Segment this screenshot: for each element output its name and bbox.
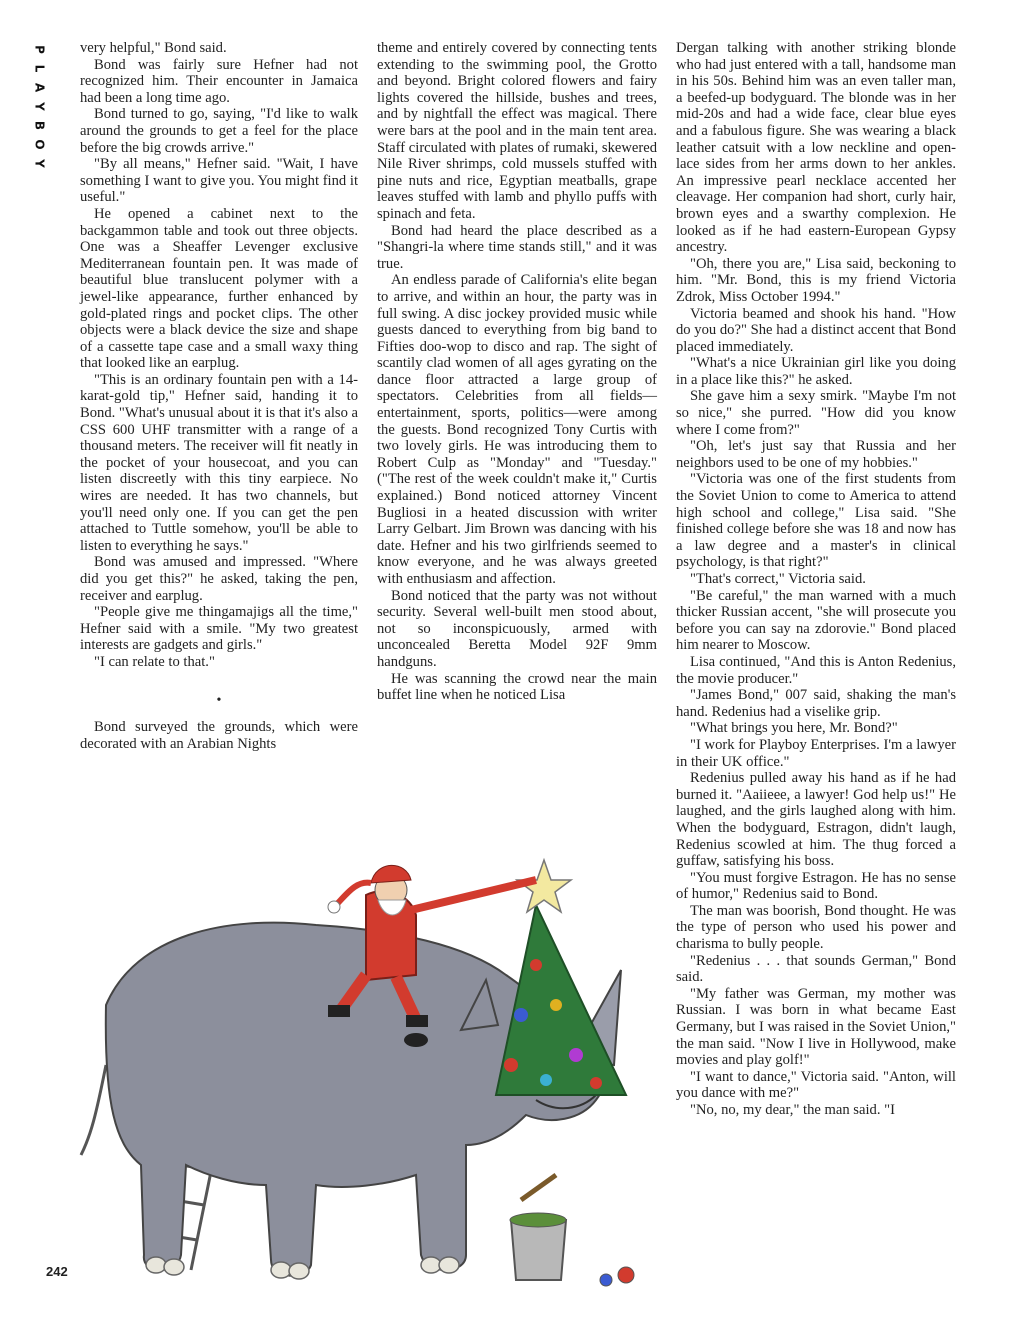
paragraph: Bond was amused and impressed. "Where did you get this?" he asked, taking the pen, receiver and earplug. [80, 554, 358, 604]
paragraph: "James Bond," 007 said, shaking the man's hand. Redenius had a viselike grip. [676, 687, 956, 720]
paragraph: "No, no, my dear," the man said. "I [690, 1102, 895, 1118]
paragraph: Bond surveyed the grounds, which were decorated with an Arabian Nights [80, 719, 358, 752]
ornament [618, 1267, 634, 1283]
paragraph: Lisa continued, "And this is Anton Redenius, the movie producer." [676, 653, 956, 687]
paragraph: "What brings you here, Mr. Bond?" [690, 720, 898, 737]
paragraph: Redenius pulled away his hand as if he had burned it. "Aaiieee, a lawyer! God help us!" He laughed, and the girls laughed along with him. When the bodyguard, Estragon, didn't laugh, Redenius scowled at him. The thug forced a guffaw, satisfying his boss. [676, 770, 956, 870]
column-1 [80, 40, 358, 752]
paragraph: "Oh, there you are," Lisa said, beckoning to him. "Mr. Bond, this is my friend Victoria Zdrok, Miss October 1994." [676, 255, 956, 305]
paragraph: "I want to dance," Victoria said. "Anton, will you dance with me?" [676, 1068, 956, 1102]
paragraph: "I can relate to that." [94, 653, 215, 670]
sidebar-letter: O [32, 139, 47, 150]
ornament [600, 1274, 612, 1286]
paint-can [510, 1175, 566, 1280]
sidebar-letter: B [32, 120, 47, 131]
paragraph: "By all means," Hefner said. "Wait, I have something I want to give you. You might find it useful." [80, 156, 358, 206]
paragraph: Victoria beamed and shook his hand. "How do you do?" She had a distinct accent that Bond placed immediately. [676, 305, 956, 355]
paragraph: She gave him a sexy smirk. "Maybe I'm not so nice," she purred. "How did you know where I come from?" [676, 388, 956, 438]
paragraph: "Redenius . . . that sounds German," Bond said. [676, 952, 956, 986]
paragraph: Bond was fairly sure Hefner had not recognized him. Their encounter in Jamaica had been a long time ago. [80, 56, 358, 106]
paragraph: "I work for Playboy Enterprises. I'm a lawyer in their UK office." [676, 736, 956, 770]
paragraph: theme and entirely covered by connecting tents extending to the swimming pool, the Grotto and beyond. Bright colored flowers and fairy lights covered the hillside, bushes and trees, and by nightfall the effect was magical. There were bars at the pool and in the main tent area. Staff circulated with plates of rumaki, skewered Nile River shrimps, cold mussels stuffed with pine nuts and rice, Egyptian meatballs, grape leaves stuffed with lamb and phyllo puffs with spinach and feta. [377, 40, 657, 222]
paragraph: "Oh, let's just say that Russia and her neighbors used to be one of my hobbies." [676, 438, 956, 471]
magazine-sidebar [28, 40, 50, 173]
paragraph: Dergan talking with another striking blonde who had just entered with a tall, handsome man in his 50s. Behind him was an even taller man, a beefed-up bodyguard. The blonde was in her mid-20s and had a wide face, clear blue eyes and a fabulous figure. She was wearing a black leather catsuit with a low neckline and open-lace sides from her arms down to her ankles. An impressive pearl necklace accented her cleavage. Her companion had short, curly hair, brown eyes and a swarthy complexion. He looked as if he had eastern-European Gypsy ancestry. [676, 40, 956, 256]
sidebar-letter: P [32, 45, 47, 54]
paragraph: Bond turned to go, saying, "I'd like to walk around the grounds to get a feel for the place before the big crowds arrive." [80, 106, 358, 156]
paragraph: Bond noticed that the party was not without security. Several well-built men stood about, not so inconspicuously, armed with unconcealed Beretta Model 92F 9mm handguns. [377, 587, 657, 670]
paragraph: "You must forgive Estragon. He has no sense of humor," Redenius said to Bond. [676, 869, 956, 903]
sidebar-letter: Y [32, 102, 47, 111]
page-number: 242 [46, 1264, 68, 1279]
paragraph: very helpful," Bond said. [80, 40, 227, 56]
sidebar-letter: A [32, 82, 47, 93]
paragraph: "This is an ordinary fountain pen with a 14-karat-gold tip," Hefner said, handing it to Bond. "What's unusual about it is that it's also a CSS 600 UHF transmitter with a range of a thousand meters. The receiver will fit neatly in the pocket of your housecoat, and you can listen discreetly with this tiny earpiece. No wires are needed. It has two channels, but you'll need only one. If you can get the pen attached to Tuttle somehow, you'll be able to listen to everything he says." [80, 371, 358, 554]
paragraph: The man was boorish, Bond thought. He was the type of person who used his power and charisma to bully people. [676, 902, 956, 953]
paragraph: He was scanning the crowd near the main buffet line when he noticed Lisa [377, 670, 657, 704]
paragraph: "Be careful," the man warned with a much thicker Russian accent, "she will prosecute you before you can say na zdorovie." Bond placed him nearer to Moscow. [676, 587, 956, 654]
paragraph: "My father was German, my mother was Russian. I was born in what became East Germany, but I was raised in the Soviet Union," the man said. "Now I live in Hollywood, make movies and play golf!" [676, 985, 956, 1069]
rhino-santa-illustration [66, 855, 666, 1295]
paragraph: "People give me thingamajigs all the time," Hefner said with a smile. "My two greatest interests are gadgets and girls." [80, 604, 358, 654]
column-3 [676, 40, 956, 1119]
paragraph: Bond had heard the place described as a "Shangri-la where time stands still," and it was true. [377, 222, 657, 272]
paragraph: "What's a nice Ukrainian girl like you doing in a place like this?" he asked. [676, 355, 956, 388]
column-2 [377, 40, 657, 704]
section-separator: • [216, 692, 222, 708]
sidebar-letter: L [32, 64, 47, 73]
paragraph: An endless parade of California's elite began to arrive, and within an hour, the party was in full swing. A disc jockey provided music while guests danced to everything from big band to Fifties doo-wop to disco and rap. The sight of scantily clad women of all ages gyrating on the dance floor attracted a large group of spectators. Celebrities from all fields—entertainment, sports, politics—were among the guests. Bond recognized Tony Curtis with two lovely girls. He was introducing them to Robert Culp as "Monday" and "Tuesday." ("The rest of the week couldn't make it," Curtis explained.) Bond noticed attorney Vincent Bugliosi in a heated discussion with writer Larry Gelbart. Jim Brown was dancing with his date. Hefner and his two girlfriends seemed to know everyone, and he was always greeted with enthusiasm and affection. [377, 272, 657, 587]
paragraph: "Victoria was one of the first students from the Soviet Union to come to America to attend high school and college," Lisa said. "She finished college before she was 18 and now has a law degree and a master's in clinical psychology, is that right?" [676, 471, 956, 571]
paragraph: "That's correct," Victoria said. [690, 571, 866, 587]
sidebar-letter: Y [32, 159, 47, 168]
paragraph: He opened a cabinet next to the backgammon table and took out three objects. One was a Sheaffer Levenger exclusive Mediterranean fountain pen. It was made of beautiful blue translucent polymer with a jewel-like appearance, further enhanced by gold-plated rings and pocket clips. The other objects were a black device the size and shape of a cassette tape case and a small waxy thing that looked like an earplug. [80, 205, 358, 372]
